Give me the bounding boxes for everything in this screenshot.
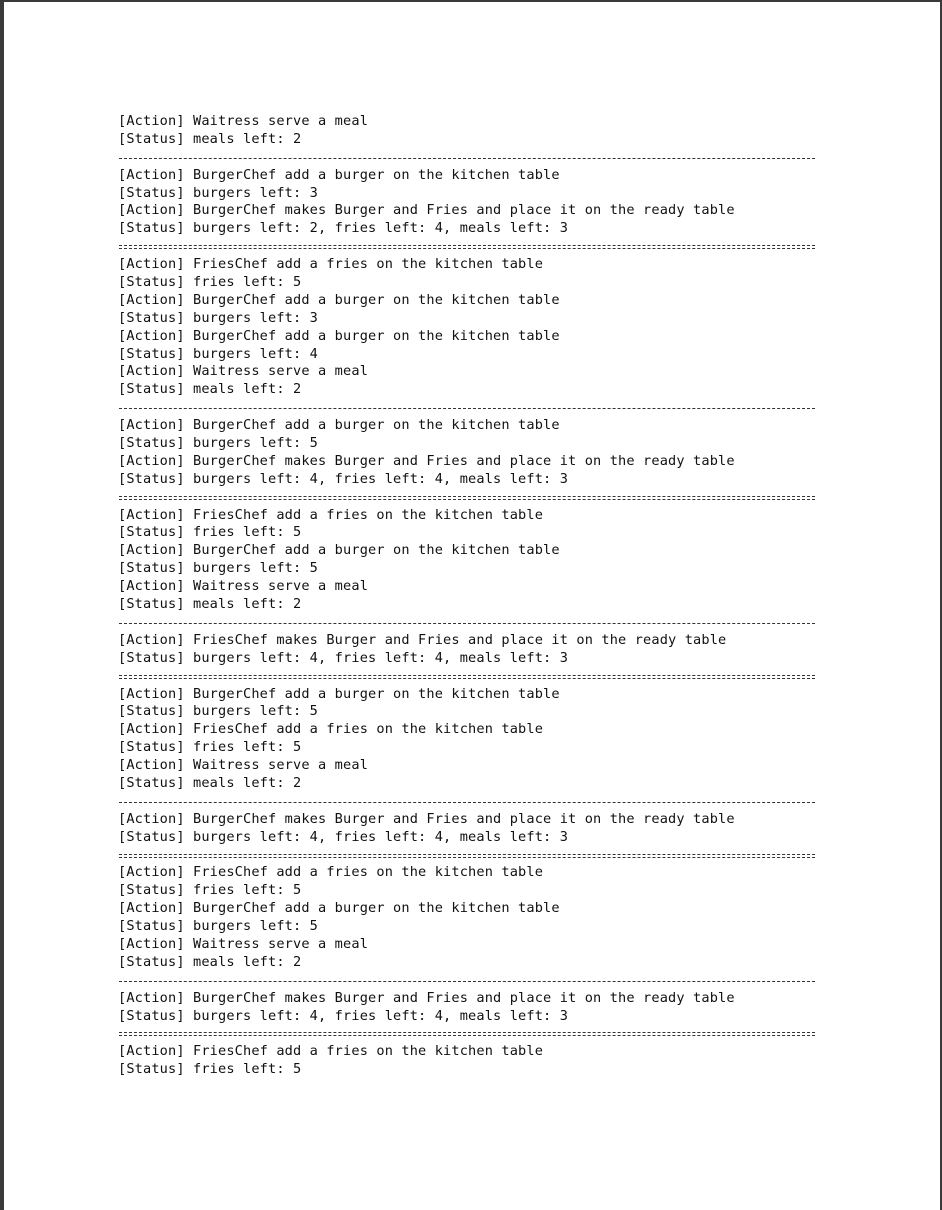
status-log-line: [Status] fries left: 5: [118, 524, 302, 541]
action-log-line: [Action] Waitress serve a meal: [118, 363, 369, 380]
status-log-line: [Status] meals left: 2: [118, 130, 302, 147]
dashed-separator: [118, 972, 838, 990]
status-log-line: [Status] burgers left: 3: [118, 184, 319, 201]
console-log-output: [118, 113, 838, 1079]
action-log-line: [Action] BurgerChef add a burger on the kitchen table: [118, 685, 560, 702]
action-log-line: [Action] BurgerChef makes Burger and Fries and place it on the ready table: [118, 202, 735, 219]
action-log-line: [Action] BurgerChef add a burger on the kitchen table: [118, 327, 560, 344]
status-log-line: [Status] burgers left: 4, fries left: 4, meals left: 3: [118, 1007, 569, 1024]
status-log-line: [Status] meals left: 2: [118, 596, 302, 613]
action-log-line: [Action] FriesChef add a fries on the kitchen table: [118, 506, 544, 523]
status-log-line: [Status] meals left: 2: [118, 953, 302, 970]
action-log-line: [Action] FriesChef makes Burger and Fries and place it on the ready table: [118, 631, 727, 648]
status-log-line: [Status] burgers left: 4, fries left: 4, meals left: 3: [118, 649, 569, 666]
double-separator: [118, 668, 838, 686]
action-log-line: [Action] Waitress serve a meal: [118, 113, 369, 129]
action-log-line: [Action] BurgerChef add a burger on the kitchen table: [118, 900, 560, 917]
action-log-line: [Action] BurgerChef makes Burger and Fries and place it on the ready table: [118, 452, 735, 469]
status-log-line: [Status] fries left: 5: [118, 1061, 302, 1078]
status-log-line: [Status] meals left: 2: [118, 381, 302, 398]
action-log-line: [Action] Waitress serve a meal: [118, 757, 369, 774]
status-log-line: [Status] burgers left: 5: [118, 435, 319, 452]
status-log-line: [Status] burgers left: 5: [118, 918, 319, 935]
dashed-separator: [118, 614, 838, 632]
action-log-line: [Action] BurgerChef add a burger on the kitchen table: [118, 166, 560, 183]
action-log-line: [Action] BurgerChef add a burger on the kitchen table: [118, 542, 560, 559]
dashed-separator: [118, 149, 838, 167]
status-log-line: [Status] fries left: 5: [118, 882, 302, 899]
double-separator: [118, 489, 838, 507]
status-log-line: [Status] fries left: 5: [118, 739, 302, 756]
action-log-line: [Action] BurgerChef makes Burger and Fries and place it on the ready table: [118, 989, 735, 1006]
action-log-line: [Action] BurgerChef add a burger on the kitchen table: [118, 417, 560, 434]
action-log-line: [Action] Waitress serve a meal: [118, 578, 369, 595]
action-log-line: [Action] FriesChef add a fries on the kitchen table: [118, 1043, 544, 1060]
action-log-line: [Action] FriesChef add a fries on the kitchen table: [118, 721, 544, 738]
double-separator: [118, 238, 838, 256]
status-log-line: [Status] burgers left: 5: [118, 703, 319, 720]
status-log-line: [Status] burgers left: 5: [118, 560, 319, 577]
action-log-line: [Action] Waitress serve a meal: [118, 935, 369, 952]
action-log-line: [Action] BurgerChef add a burger on the kitchen table: [118, 291, 560, 308]
status-log-line: [Status] burgers left: 4, fries left: 4, meals left: 3: [118, 470, 569, 487]
action-log-line: [Action] FriesChef add a fries on the kitchen table: [118, 864, 544, 881]
dashed-separator: [118, 399, 838, 417]
action-log-line: [Action] BurgerChef makes Burger and Fries and place it on the ready table: [118, 810, 735, 827]
double-separator: [118, 1025, 838, 1043]
dashed-separator: [118, 793, 838, 811]
status-log-line: [Status] burgers left: 2, fries left: 4, meals left: 3: [118, 220, 569, 237]
status-log-line: [Status] burgers left: 4: [118, 345, 319, 362]
status-log-line: [Status] meals left: 2: [118, 774, 302, 791]
double-separator: [118, 847, 838, 865]
status-log-line: [Status] burgers left: 4, fries left: 4, meals left: 3: [118, 828, 569, 845]
status-log-line: [Status] fries left: 5: [118, 274, 302, 291]
status-log-line: [Status] burgers left: 3: [118, 309, 319, 326]
action-log-line: [Action] FriesChef add a fries on the kitchen table: [118, 256, 544, 273]
